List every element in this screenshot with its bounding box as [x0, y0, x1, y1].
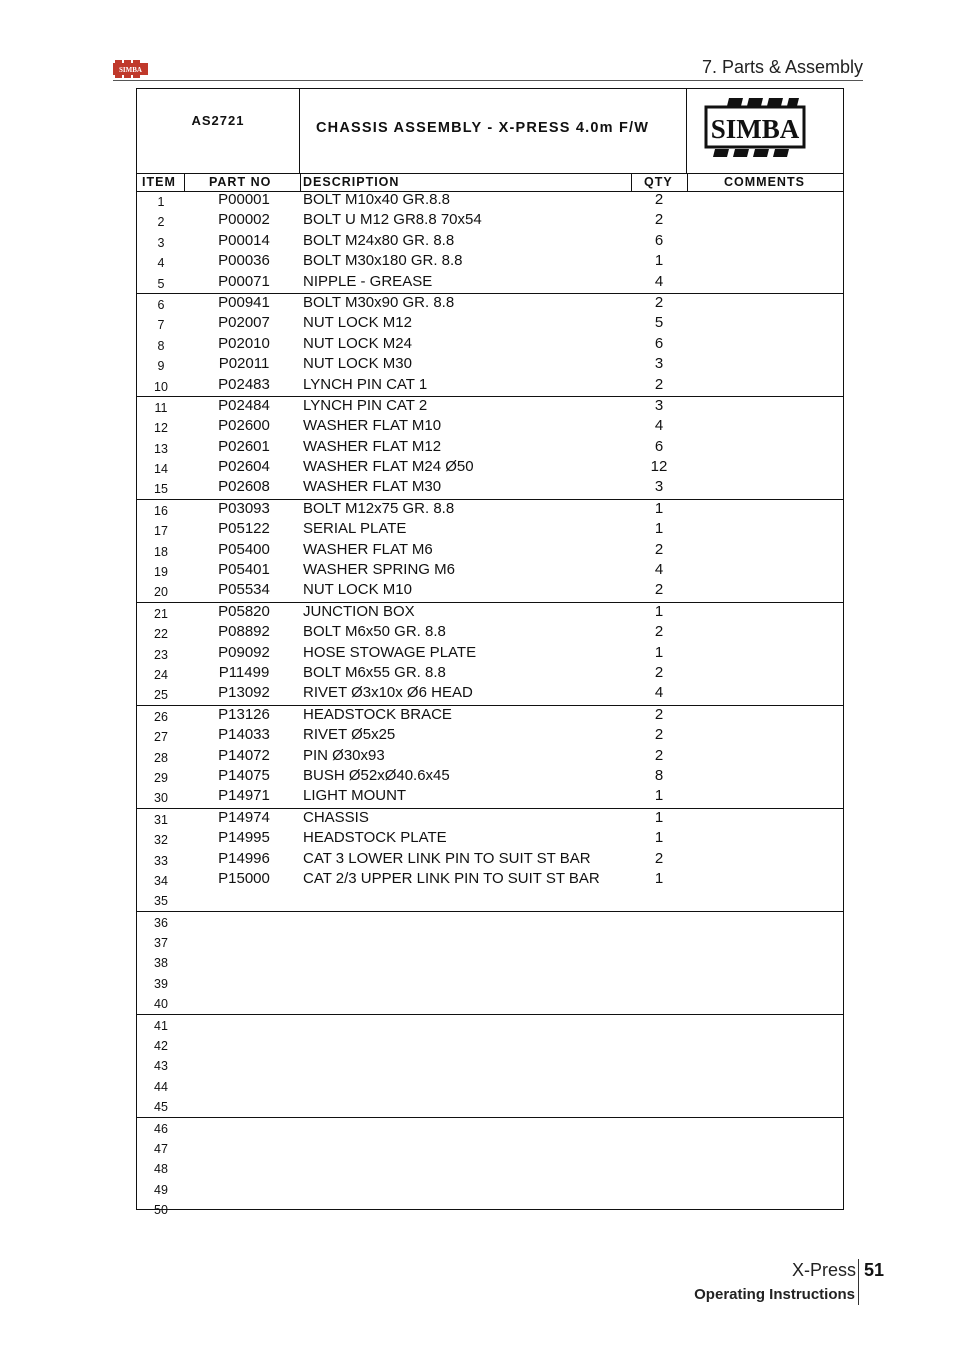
table-row [137, 541, 843, 561]
col-description: DESCRIPTION [303, 175, 400, 189]
item-number: 1 [157, 195, 165, 209]
table-row [137, 932, 843, 952]
item-number: 22 [154, 627, 168, 642]
part-quantity: 1 [654, 252, 664, 270]
page-number: 51 [864, 1260, 885, 1280]
assembly-title-cell [300, 89, 687, 173]
part-quantity: 1 [654, 643, 664, 661]
part-description: HEADSTOCK BRACE [303, 705, 452, 723]
simba-logo [687, 89, 845, 173]
table-row [137, 1138, 843, 1158]
part-number: P00014 [218, 231, 270, 249]
part-description: NUT LOCK M10 [303, 581, 412, 599]
table-row [137, 726, 843, 746]
item-number: 37 [154, 936, 168, 951]
part-quantity: 2 [654, 581, 664, 599]
part-quantity: 2 [654, 726, 664, 744]
part-number: P02600 [218, 417, 270, 435]
part-number: P00071 [218, 272, 270, 290]
part-quantity: 6 [654, 334, 664, 352]
part-number: P05401 [218, 561, 270, 579]
table-row [137, 397, 843, 417]
part-number: P08892 [218, 623, 270, 641]
part-quantity: 3 [654, 478, 664, 496]
simba-logo-text: SIMBA [710, 114, 800, 144]
part-description: WASHER FLAT M6 [303, 540, 433, 558]
table-row [137, 993, 843, 1013]
part-description: RIVET Ø5x25 [303, 726, 396, 744]
table-row [137, 664, 843, 684]
table-row [137, 623, 843, 643]
col-part-no: PART NO [209, 175, 272, 189]
item-number: 14 [154, 462, 168, 477]
part-quantity: 2 [654, 375, 664, 393]
part-description: LYNCH PIN CAT 1 [303, 375, 428, 393]
item-number: 15 [154, 482, 168, 497]
part-number: P14033 [218, 726, 270, 744]
part-description: WASHER FLAT M24 Ø50 [303, 458, 474, 476]
table-row [137, 1015, 843, 1035]
part-description: BOLT M12x75 GR. 8.8 [303, 499, 455, 517]
footer-subtitle: Operating Instructions [694, 1286, 855, 1303]
part-description: RIVET Ø3x10x Ø6 HEAD [303, 684, 473, 702]
part-quantity: 3 [654, 396, 664, 414]
table-row [137, 973, 843, 993]
item-number: 21 [154, 606, 168, 621]
item-number: 42 [154, 1039, 168, 1054]
section-title: 7. Parts & Assembly [701, 57, 863, 77]
part-description: BOLT M24x80 GR. 8.8 [303, 231, 455, 249]
part-quantity: 1 [654, 869, 664, 887]
part-quantity: 2 [654, 540, 664, 558]
part-number: P03093 [218, 499, 270, 517]
item-number: 9 [157, 359, 165, 374]
part-number: P02011 [218, 355, 270, 373]
item-number: 16 [154, 503, 168, 518]
part-quantity: 4 [654, 684, 664, 702]
item-number: 46 [154, 1121, 168, 1136]
table-row [137, 561, 843, 581]
part-number: P14996 [218, 849, 270, 867]
item-number: 3 [157, 235, 165, 250]
item-number: 13 [154, 441, 168, 456]
part-quantity: 2 [654, 191, 664, 208]
part-number: P02007 [218, 314, 270, 332]
parts-list [137, 191, 843, 1220]
part-number: P05820 [218, 602, 270, 620]
part-description: BOLT M6x50 GR. 8.8 [303, 623, 446, 641]
item-number: 17 [154, 524, 168, 539]
part-description: NUT LOCK M30 [303, 355, 412, 373]
table-row [137, 952, 843, 972]
item-number: 8 [157, 338, 165, 353]
part-quantity: 12 [650, 458, 668, 476]
item-number: 35 [154, 894, 168, 909]
parts-sheet [136, 88, 844, 1218]
part-quantity: 2 [654, 705, 664, 723]
item-number: 49 [154, 1182, 168, 1197]
part-description: CHASSIS [303, 808, 369, 826]
item-number: 5 [157, 276, 165, 291]
part-number: P11499 [218, 663, 270, 681]
item-number: 2 [157, 215, 165, 230]
table-row [137, 767, 843, 787]
part-description: WASHER FLAT M10 [303, 417, 442, 435]
assembly-title: CHASSIS ASSEMBLY - X-PRESS 4.0m F/W [316, 120, 650, 136]
part-description: BOLT M6x55 GR. 8.8 [303, 663, 446, 681]
sheet-title-row [137, 89, 843, 174]
table-row [137, 706, 843, 726]
part-quantity: 1 [654, 499, 664, 517]
part-quantity: 2 [654, 623, 664, 641]
part-number: P09092 [218, 643, 270, 661]
part-description: NIPPLE - GREASE [303, 272, 433, 290]
part-description: BOLT M30x90 GR. 8.8 [303, 293, 455, 311]
header-divider [113, 80, 863, 81]
simba-header-logo [113, 60, 148, 78]
item-number: 33 [154, 853, 168, 868]
table-row [137, 211, 843, 231]
part-description: LYNCH PIN CAT 2 [303, 396, 428, 414]
table-row [137, 438, 843, 458]
part-quantity: 2 [654, 746, 664, 764]
part-quantity: 4 [654, 417, 664, 435]
part-description: HOSE STOWAGE PLATE [303, 643, 477, 661]
part-description: NUT LOCK M24 [303, 334, 412, 352]
part-number: P00002 [218, 211, 270, 229]
part-quantity: 2 [654, 211, 664, 229]
assembly-code: AS2721 [191, 113, 245, 128]
item-number: 23 [154, 647, 168, 662]
item-number: 19 [154, 565, 168, 580]
simba-logo-cell [687, 89, 845, 173]
item-number: 29 [154, 770, 168, 785]
column-headers [137, 173, 843, 192]
item-number: 12 [154, 421, 168, 436]
part-quantity: 1 [654, 808, 664, 826]
part-description: PIN Ø30x93 [303, 746, 385, 764]
part-number: P02484 [218, 396, 270, 414]
table-row [137, 603, 843, 623]
footer-divider [858, 1259, 859, 1305]
col-comments: COMMENTS [724, 175, 805, 189]
table-row [137, 1199, 843, 1219]
table-row [137, 458, 843, 478]
table-row [137, 1055, 843, 1075]
part-number: P13126 [218, 705, 270, 723]
table-row [137, 1179, 843, 1199]
col-item: ITEM [142, 175, 176, 189]
table-row [137, 355, 843, 375]
part-quantity: 2 [654, 293, 664, 311]
part-number: P14075 [218, 766, 270, 784]
part-quantity: 4 [654, 561, 664, 579]
table-row [137, 1118, 843, 1138]
part-number: P05122 [218, 520, 270, 538]
part-quantity: 4 [654, 272, 664, 290]
part-quantity: 8 [654, 766, 664, 784]
part-description: WASHER FLAT M30 [303, 478, 442, 496]
table-row [137, 478, 843, 498]
item-number: 30 [154, 791, 168, 806]
table-row [137, 912, 843, 932]
table-row [137, 829, 843, 849]
part-number: P02010 [218, 334, 270, 352]
table-row [137, 335, 843, 355]
item-number: 24 [154, 667, 168, 682]
part-number: P14995 [218, 829, 270, 847]
item-number: 34 [154, 873, 168, 888]
part-description: BOLT M30x180 GR. 8.8 [303, 252, 463, 270]
part-quantity: 3 [654, 355, 664, 373]
part-quantity: 1 [654, 829, 664, 847]
part-number: P00001 [218, 191, 270, 208]
item-number: 40 [154, 997, 168, 1012]
table-row [137, 581, 843, 601]
part-quantity: 1 [654, 602, 664, 620]
part-number: P02608 [218, 478, 270, 496]
table-row [137, 520, 843, 540]
part-number: P14974 [218, 808, 270, 826]
part-quantity: 2 [654, 663, 664, 681]
part-description: CAT 2/3 UPPER LINK PIN TO SUIT ST BAR [303, 869, 600, 887]
part-description: BOLT U M12 GR8.8 70x54 [303, 211, 482, 229]
part-number: P05400 [218, 540, 270, 558]
part-number: P05534 [218, 581, 270, 599]
table-row [137, 294, 843, 314]
part-quantity: 2 [654, 849, 664, 867]
part-quantity: 5 [654, 314, 664, 332]
part-description: JUNCTION BOX [303, 602, 415, 620]
table-row [137, 1096, 843, 1116]
col-qty: QTY [644, 175, 673, 189]
item-number: 7 [157, 318, 165, 333]
item-number: 43 [154, 1059, 168, 1074]
table-row [137, 747, 843, 767]
table-row [137, 850, 843, 870]
item-number: 18 [154, 544, 168, 559]
part-description: CAT 3 LOWER LINK PIN TO SUIT ST BAR [303, 849, 591, 867]
table-row [137, 417, 843, 437]
table-row [137, 890, 843, 910]
item-number: 27 [154, 730, 168, 745]
part-description: BOLT M10x40 GR.8.8 [303, 191, 451, 208]
table-row [137, 191, 843, 211]
table-row [137, 809, 843, 829]
item-number: 44 [154, 1079, 168, 1094]
part-number: P13092 [218, 684, 270, 702]
item-number: 48 [154, 1162, 168, 1177]
item-number: 38 [154, 956, 168, 971]
part-description: BUSH Ø52xØ40.6x45 [303, 766, 450, 784]
assembly-code-cell [137, 89, 300, 173]
item-number: 28 [154, 750, 168, 765]
part-description: SERIAL PLATE [303, 520, 407, 538]
item-number: 6 [157, 297, 165, 312]
part-number: P00036 [218, 252, 270, 270]
item-number: 11 [154, 400, 168, 415]
table-row [137, 500, 843, 520]
item-number: 45 [154, 1100, 168, 1115]
item-number: 20 [154, 585, 168, 600]
item-number: 31 [154, 812, 168, 827]
part-number: P14971 [218, 787, 270, 805]
table-row [137, 644, 843, 664]
part-number: P15000 [218, 869, 270, 887]
item-number: 41 [154, 1018, 168, 1033]
item-number: 32 [154, 833, 168, 848]
item-number: 10 [154, 379, 168, 394]
part-quantity: 1 [654, 520, 664, 538]
part-number: P00941 [218, 293, 270, 311]
item-number: 26 [154, 709, 168, 724]
svg-text:SIMBA: SIMBA [119, 66, 142, 74]
table-row [137, 376, 843, 396]
part-number: P14072 [218, 746, 270, 764]
item-number: 36 [154, 915, 168, 930]
part-description: WASHER FLAT M12 [303, 437, 442, 455]
part-number: P02483 [218, 375, 270, 393]
item-number: 50 [154, 1203, 168, 1218]
table-row [137, 1158, 843, 1178]
part-quantity: 6 [654, 437, 664, 455]
table-row [137, 787, 843, 807]
part-description: WASHER SPRING M6 [303, 561, 455, 579]
table-row [137, 870, 843, 890]
item-number: 4 [157, 256, 165, 271]
part-quantity: 6 [654, 231, 664, 249]
part-quantity: 1 [654, 787, 664, 805]
part-description: HEADSTOCK PLATE [303, 829, 447, 847]
item-number: 25 [154, 688, 168, 703]
table-row [137, 684, 843, 704]
item-number: 39 [154, 976, 168, 991]
part-number: P02604 [218, 458, 270, 476]
table-row [137, 273, 843, 293]
table-row [137, 1035, 843, 1055]
table-row [137, 232, 843, 252]
part-description: LIGHT MOUNT [303, 787, 407, 805]
table-row [137, 1076, 843, 1096]
table-row [137, 252, 843, 272]
item-number: 47 [154, 1141, 168, 1156]
part-number: P02601 [218, 437, 270, 455]
table-row [137, 314, 843, 334]
product-name: X-Press [791, 1260, 856, 1280]
part-description: NUT LOCK M12 [303, 314, 412, 332]
